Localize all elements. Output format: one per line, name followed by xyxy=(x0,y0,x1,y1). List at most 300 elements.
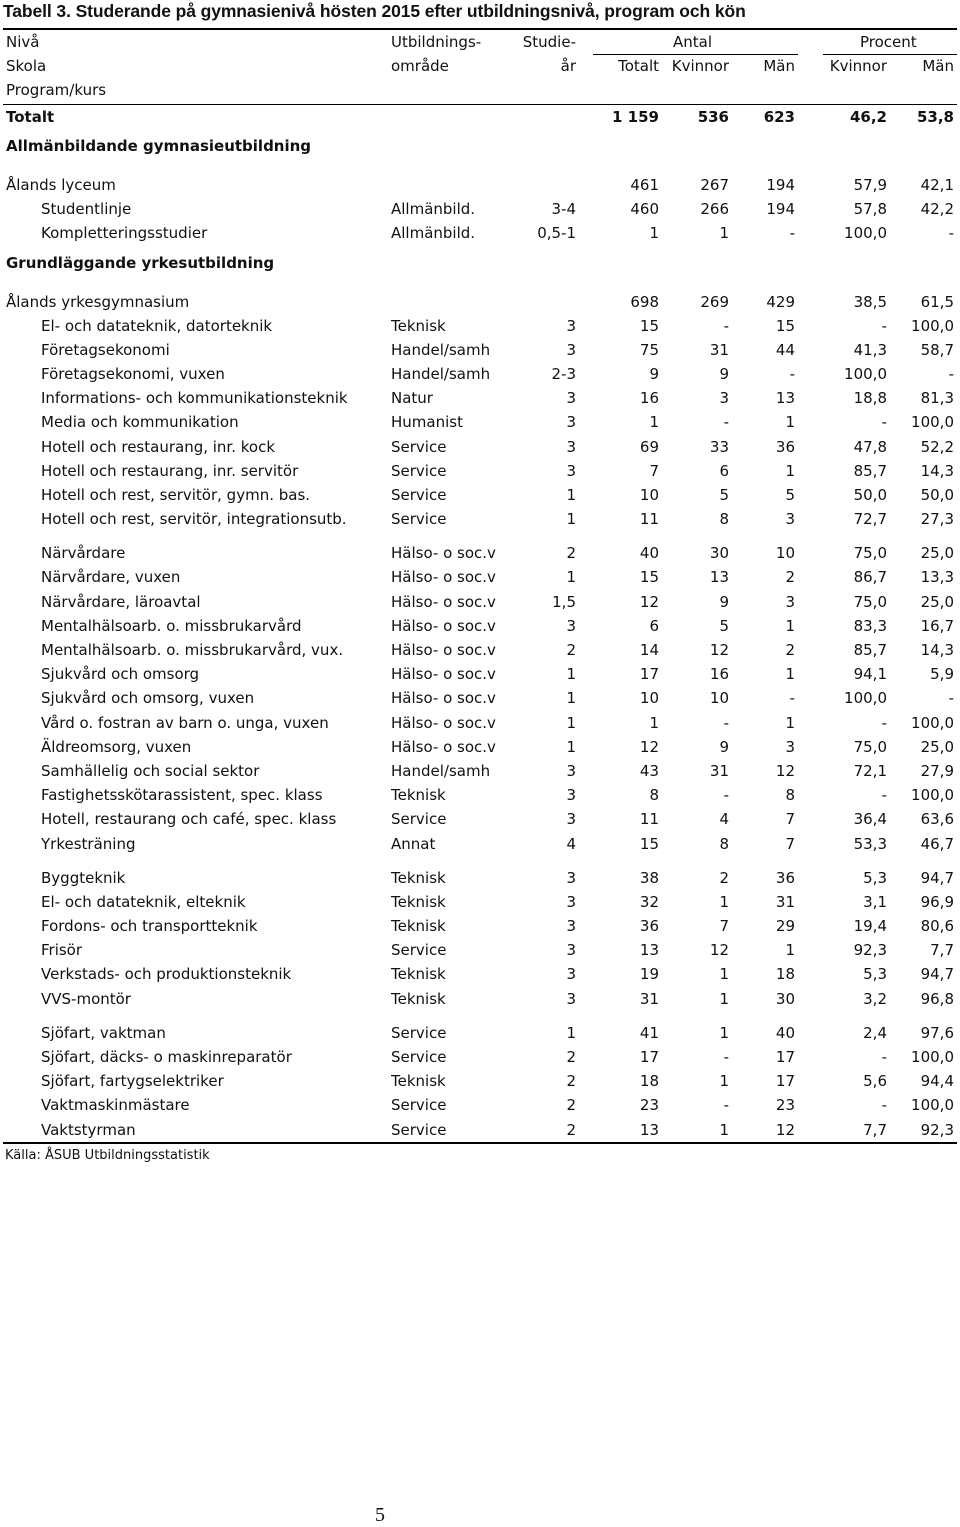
cell-studiear: 2 xyxy=(566,1096,576,1115)
cell-kvinnor: 9 xyxy=(719,592,729,611)
cell-procent-man: 5,9 xyxy=(930,665,954,684)
cell-man: 1 xyxy=(785,665,795,684)
table-row xyxy=(3,541,957,565)
cell-omrade: Hälso- o soc.v xyxy=(391,641,496,659)
cell-studiear: 1 xyxy=(566,568,576,587)
cell-man: 12 xyxy=(775,761,795,780)
cell-studiear: 3 xyxy=(566,941,576,960)
cell-omrade: Service xyxy=(391,485,447,504)
cell-kvinnor: 5 xyxy=(719,485,729,504)
cell-man: 36 xyxy=(775,437,795,456)
cell-procent-kvinnor: 47,8 xyxy=(853,437,887,456)
cell-totalt: 1 xyxy=(649,224,659,243)
cell-kvinnor: - xyxy=(723,316,729,335)
cell-studiear: 2 xyxy=(566,1072,576,1091)
cell-procent-kvinnor: 5,3 xyxy=(863,868,887,887)
cell-man: 17 xyxy=(775,1072,795,1091)
cell-omrade: Teknisk xyxy=(391,868,446,887)
table-row xyxy=(3,938,957,962)
total-row xyxy=(3,105,957,129)
cell-name: Sjukvård och omsorg, vuxen xyxy=(41,689,255,708)
cell-kvinnor: 1 xyxy=(719,989,729,1008)
cell-procent-kvinnor: 50,0 xyxy=(853,485,887,504)
row-spacer xyxy=(3,531,957,541)
header-procent-man: Män xyxy=(922,57,954,75)
cell-procent-kvinnor: 46,2 xyxy=(849,108,887,126)
table-row xyxy=(3,435,957,459)
cell-procent-kvinnor: 2,4 xyxy=(863,1023,887,1042)
cell-procent-kvinnor: 75,0 xyxy=(853,592,887,611)
cell-name: Fordons- och transportteknik xyxy=(41,917,258,936)
table-row xyxy=(3,1093,957,1117)
cell-procent-man: 100,0 xyxy=(911,1096,954,1115)
cell-totalt: 17 xyxy=(639,665,659,684)
cell-kvinnor: 269 xyxy=(700,292,729,311)
cell-procent-man: 96,9 xyxy=(920,892,954,911)
cell-omrade: Teknisk xyxy=(391,1072,446,1091)
cell-studiear: 3 xyxy=(566,786,576,805)
cell-omrade: Teknisk xyxy=(391,917,446,936)
statistics-table xyxy=(3,28,957,1144)
table-row xyxy=(3,759,957,783)
cell-name: Vård o. fostran av barn o. unga, vuxen xyxy=(41,713,329,732)
cell-name: VVS-montör xyxy=(41,989,131,1008)
cell-kvinnor: 16 xyxy=(709,665,729,684)
cell-omrade: Hälso- o soc.v xyxy=(391,568,496,587)
cell-omrade: Humanist xyxy=(391,413,463,432)
cell-man: 13 xyxy=(775,389,795,408)
cell-totalt: 11 xyxy=(639,810,659,829)
cell-procent-man: 7,7 xyxy=(930,941,954,960)
cell-totalt: 75 xyxy=(639,340,659,359)
cell-name: Totalt xyxy=(6,108,55,126)
cell-kvinnor: 4 xyxy=(719,810,729,829)
table-row xyxy=(3,1069,957,1093)
cell-omrade: Teknisk xyxy=(391,316,446,335)
cell-procent-man: 92,3 xyxy=(920,1120,954,1139)
cell-omrade: Service xyxy=(391,1048,447,1066)
header-antal-rule xyxy=(593,54,798,55)
cell-procent-man: - xyxy=(948,224,954,243)
cell-kvinnor: 8 xyxy=(719,834,729,853)
cell-omrade: Hälso- o soc.v xyxy=(391,737,496,756)
cell-procent-man: 58,7 xyxy=(920,340,954,359)
cell-name: Hotell, restaurang och café, spec. klass xyxy=(41,810,337,829)
cell-studiear: 3 xyxy=(566,868,576,887)
table-row xyxy=(3,507,957,531)
table-row xyxy=(3,590,957,614)
cell-procent-man: 13,3 xyxy=(920,568,954,587)
cell-totalt: 10 xyxy=(639,689,659,708)
cell-studiear: 3 xyxy=(566,616,576,635)
cell-procent-man: 100,0 xyxy=(911,713,954,732)
cell-man: 15 xyxy=(775,316,795,335)
cell-procent-kvinnor: 92,3 xyxy=(853,941,887,960)
school-row xyxy=(3,280,957,314)
cell-procent-man: 96,8 xyxy=(920,989,954,1008)
cell-name: Företagsekonomi xyxy=(41,340,170,359)
cell-procent-man: 14,3 xyxy=(920,461,954,480)
cell-kvinnor: 5 xyxy=(719,616,729,635)
table-row xyxy=(3,1021,957,1045)
cell-procent-man: 94,7 xyxy=(920,965,954,984)
cell-procent-man: 42,1 xyxy=(920,176,954,195)
table-row xyxy=(3,962,957,986)
header-studie-line1: Studie- xyxy=(522,33,576,51)
cell-procent-kvinnor: 85,7 xyxy=(853,461,887,480)
cell-omrade: Hälso- o soc.v xyxy=(391,544,496,563)
table-row xyxy=(3,638,957,662)
header-omrade-line1: Utbildnings- xyxy=(391,33,482,51)
cell-procent-man: 27,9 xyxy=(920,761,954,780)
cell-man: - xyxy=(789,689,795,708)
cell-totalt: 11 xyxy=(639,510,659,529)
table-row xyxy=(3,338,957,362)
cell-totalt: 16 xyxy=(639,389,659,408)
cell-kvinnor: 33 xyxy=(709,437,729,456)
cell-procent-kvinnor: 5,6 xyxy=(863,1072,887,1091)
cell-man: 29 xyxy=(775,917,795,936)
cell-omrade: Teknisk xyxy=(391,965,446,984)
cell-totalt: 460 xyxy=(630,200,659,219)
table-row xyxy=(3,410,957,434)
cell-man: 3 xyxy=(785,737,795,756)
cell-kvinnor: 266 xyxy=(700,200,729,219)
cell-name: Mentalhälsoarb. o. missbrukarvård, vux. xyxy=(41,641,344,659)
cell-totalt: 698 xyxy=(630,292,659,311)
cell-studiear: 3 xyxy=(566,389,576,408)
cell-kvinnor: - xyxy=(723,1048,729,1066)
cell-procent-man: 14,3 xyxy=(920,641,954,659)
cell-omrade: Handel/samh xyxy=(391,340,491,359)
cell-studiear: 3 xyxy=(566,761,576,780)
cell-totalt: 461 xyxy=(630,176,659,195)
cell-procent-kvinnor: - xyxy=(881,1096,887,1115)
cell-studiear: 0,5-1 xyxy=(537,224,576,243)
header-procent-rule xyxy=(823,54,957,55)
cell-omrade: Service xyxy=(391,941,447,960)
cell-procent-kvinnor: 19,4 xyxy=(853,917,887,936)
cell-name: Ålands yrkesgymnasium xyxy=(6,292,190,311)
table-row xyxy=(3,711,957,735)
cell-name: Allmänbildande gymnasieutbildning xyxy=(6,137,312,156)
cell-name: Media och kommunikation xyxy=(41,413,239,432)
cell-omrade: Service xyxy=(391,510,447,529)
cell-procent-man: 16,7 xyxy=(920,616,954,635)
cell-totalt: 15 xyxy=(639,568,659,587)
school-row xyxy=(3,163,957,197)
cell-omrade: Annat xyxy=(391,834,436,853)
cell-procent-kvinnor: 85,7 xyxy=(853,641,887,659)
cell-man: 7 xyxy=(785,834,795,853)
cell-name: Samhällelig och social sektor xyxy=(41,761,260,780)
cell-man: 3 xyxy=(785,510,795,529)
cell-omrade: Service xyxy=(391,437,447,456)
cell-kvinnor: 267 xyxy=(700,176,729,195)
cell-kvinnor: - xyxy=(723,413,729,432)
table-row xyxy=(3,686,957,710)
cell-procent-kvinnor: 57,8 xyxy=(853,200,887,219)
cell-procent-man: 25,0 xyxy=(920,544,954,563)
header-totalt: Totalt xyxy=(618,57,659,75)
cell-omrade: Hälso- o soc.v xyxy=(391,689,496,708)
cell-man: 2 xyxy=(785,568,795,587)
cell-kvinnor: 13 xyxy=(709,568,729,587)
cell-kvinnor: 31 xyxy=(709,340,729,359)
cell-procent-man: - xyxy=(948,689,954,708)
cell-name: Vaktmaskinmästare xyxy=(41,1096,190,1115)
cell-omrade: Hälso- o soc.v xyxy=(391,592,496,611)
cell-man: 12 xyxy=(775,1120,795,1139)
header-man: Män xyxy=(763,57,795,75)
cell-man: - xyxy=(789,224,795,243)
cell-procent-kvinnor: 41,3 xyxy=(853,340,887,359)
cell-man: 1 xyxy=(785,941,795,960)
cell-procent-kvinnor: 86,7 xyxy=(853,568,887,587)
cell-procent-kvinnor: 75,0 xyxy=(853,544,887,563)
cell-totalt: 43 xyxy=(639,761,659,780)
cell-procent-kvinnor: 38,5 xyxy=(853,292,887,311)
table-row xyxy=(3,197,957,221)
cell-procent-kvinnor: 7,7 xyxy=(863,1120,887,1139)
cell-studiear: 3 xyxy=(566,340,576,359)
cell-man: 40 xyxy=(775,1023,795,1042)
table-row xyxy=(3,1118,957,1142)
cell-omrade: Teknisk xyxy=(391,786,446,805)
cell-name: Företagsekonomi, vuxen xyxy=(41,364,225,383)
section-heading-row xyxy=(3,246,957,280)
cell-studiear: 2 xyxy=(566,1120,576,1139)
cell-procent-kvinnor: - xyxy=(881,413,887,432)
cell-totalt: 10 xyxy=(639,485,659,504)
header-program: Program/kurs xyxy=(6,81,107,99)
cell-man: 1 xyxy=(785,413,795,432)
cell-man: 2 xyxy=(785,641,795,659)
cell-procent-kvinnor: 57,9 xyxy=(853,176,887,195)
cell-man: 44 xyxy=(775,340,795,359)
cell-procent-kvinnor: 72,1 xyxy=(853,761,887,780)
cell-name: Vaktstyrman xyxy=(41,1120,136,1139)
cell-studiear: 2 xyxy=(566,1048,576,1066)
cell-man: 1 xyxy=(785,616,795,635)
cell-procent-kvinnor: - xyxy=(881,786,887,805)
table-row xyxy=(3,890,957,914)
cell-studiear: 1 xyxy=(566,1023,576,1042)
cell-totalt: 8 xyxy=(649,786,659,805)
cell-kvinnor: 2 xyxy=(719,868,729,887)
table-header xyxy=(3,30,957,105)
cell-man: 23 xyxy=(775,1096,795,1115)
cell-name: Närvårdare xyxy=(41,544,126,563)
cell-procent-man: 27,3 xyxy=(920,510,954,529)
cell-totalt: 14 xyxy=(639,641,659,659)
cell-name: Grundläggande yrkesutbildning xyxy=(6,253,275,272)
table-row xyxy=(3,565,957,589)
header-kvinnor: Kvinnor xyxy=(671,57,729,75)
cell-kvinnor: 10 xyxy=(709,689,729,708)
cell-man: 31 xyxy=(775,892,795,911)
cell-man: 3 xyxy=(785,592,795,611)
table-row xyxy=(3,735,957,759)
cell-omrade: Service xyxy=(391,1120,447,1139)
cell-procent-kvinnor: - xyxy=(881,1048,887,1066)
cell-name: Sjöfart, vaktman xyxy=(41,1023,166,1042)
cell-kvinnor: 8 xyxy=(719,510,729,529)
table-row xyxy=(3,866,957,890)
cell-procent-kvinnor: 94,1 xyxy=(853,665,887,684)
cell-procent-man: 100,0 xyxy=(911,786,954,805)
cell-man: 1 xyxy=(785,461,795,480)
table-body xyxy=(3,105,957,1142)
header-antal: Antal xyxy=(673,33,713,51)
cell-omrade: Hälso- o soc.v xyxy=(391,616,496,635)
cell-name: Yrkesträning xyxy=(41,834,136,853)
header-skola: Skola xyxy=(6,57,47,75)
cell-name: Sjöfart, fartygselektriker xyxy=(41,1072,224,1091)
cell-procent-kvinnor: 75,0 xyxy=(853,737,887,756)
cell-studiear: 3 xyxy=(566,316,576,335)
row-spacer xyxy=(3,1011,957,1021)
cell-totalt: 41 xyxy=(639,1023,659,1042)
cell-kvinnor: 1 xyxy=(719,1072,729,1091)
cell-procent-man: 50,0 xyxy=(920,485,954,504)
cell-kvinnor: 7 xyxy=(719,917,729,936)
cell-procent-man: 53,8 xyxy=(916,108,954,126)
cell-name: Ålands lyceum xyxy=(6,176,116,195)
cell-totalt: 1 159 xyxy=(612,108,659,126)
cell-procent-kvinnor: 18,8 xyxy=(853,389,887,408)
cell-totalt: 6 xyxy=(649,616,659,635)
cell-totalt: 7 xyxy=(649,461,659,480)
cell-man: 194 xyxy=(766,176,795,195)
cell-studiear: 1 xyxy=(566,737,576,756)
cell-studiear: 1 xyxy=(566,713,576,732)
cell-man: 194 xyxy=(766,200,795,219)
cell-procent-kvinnor: 5,3 xyxy=(863,965,887,984)
cell-man: 1 xyxy=(785,713,795,732)
cell-omrade: Service xyxy=(391,1096,447,1115)
table-row xyxy=(3,914,957,938)
cell-omrade: Service xyxy=(391,810,447,829)
cell-procent-man: 97,6 xyxy=(920,1023,954,1042)
cell-procent-man: 100,0 xyxy=(911,316,954,335)
cell-totalt: 31 xyxy=(639,989,659,1008)
cell-kvinnor: 31 xyxy=(709,761,729,780)
header-niva: Nivå xyxy=(6,33,40,51)
table-row xyxy=(3,1045,957,1069)
cell-name: Sjöfart, däcks- o maskinreparatör xyxy=(41,1048,292,1066)
cell-name: Informations- och kommunikationsteknik xyxy=(41,389,348,408)
table-row xyxy=(3,386,957,410)
table-row xyxy=(3,987,957,1011)
cell-name: Kompletteringsstudier xyxy=(41,224,208,243)
cell-kvinnor: 30 xyxy=(709,544,729,563)
cell-kvinnor: 12 xyxy=(709,641,729,659)
section-heading-row xyxy=(3,129,957,163)
cell-studiear: 2 xyxy=(566,641,576,659)
cell-omrade: Handel/samh xyxy=(391,761,491,780)
cell-studiear: 3 xyxy=(566,437,576,456)
cell-kvinnor: - xyxy=(723,786,729,805)
cell-studiear: 3 xyxy=(566,989,576,1008)
cell-kvinnor: - xyxy=(723,713,729,732)
table-row xyxy=(3,807,957,831)
cell-studiear: 3 xyxy=(566,461,576,480)
cell-studiear: 4 xyxy=(566,834,576,853)
cell-procent-kvinnor: 100,0 xyxy=(844,364,887,383)
header-studie-line2: år xyxy=(560,57,576,75)
cell-procent-man: 46,7 xyxy=(920,834,954,853)
cell-name: Hotell och rest, servitör, gymn. bas. xyxy=(41,485,311,504)
cell-kvinnor: 1 xyxy=(719,224,729,243)
cell-totalt: 18 xyxy=(639,1072,659,1091)
cell-kvinnor: 1 xyxy=(719,1023,729,1042)
table-title: Tabell 3. Studerande på gymnasienivå hösten 2015 efter utbildningsnivå, program och kön xyxy=(3,1,746,21)
cell-man: 623 xyxy=(763,108,795,126)
cell-omrade: Hälso- o soc.v xyxy=(391,713,496,732)
cell-man: 17 xyxy=(775,1048,795,1066)
table-row xyxy=(3,221,957,245)
cell-totalt: 23 xyxy=(639,1096,659,1115)
cell-man: 8 xyxy=(785,786,795,805)
cell-name: Studentlinje xyxy=(41,200,132,219)
cell-procent-kvinnor: 36,4 xyxy=(853,810,887,829)
cell-name: El- och datateknik, elteknik xyxy=(41,892,246,911)
cell-totalt: 40 xyxy=(639,544,659,563)
cell-procent-man: 25,0 xyxy=(920,592,954,611)
cell-studiear: 1 xyxy=(566,665,576,684)
cell-procent-kvinnor: 3,1 xyxy=(863,892,887,911)
cell-totalt: 19 xyxy=(639,965,659,984)
cell-omrade: Allmänbild. xyxy=(391,200,476,219)
header-omrade-line2: område xyxy=(391,57,449,75)
table-row xyxy=(3,614,957,638)
row-spacer xyxy=(3,856,957,866)
cell-man: 10 xyxy=(775,544,795,563)
cell-kvinnor: 1 xyxy=(719,1120,729,1139)
cell-totalt: 38 xyxy=(639,868,659,887)
cell-man: 429 xyxy=(766,292,795,311)
cell-totalt: 32 xyxy=(639,892,659,911)
cell-totalt: 12 xyxy=(639,592,659,611)
cell-procent-man: 52,2 xyxy=(920,437,954,456)
cell-omrade: Service xyxy=(391,1023,447,1042)
cell-studiear: 3 xyxy=(566,965,576,984)
cell-kvinnor: 1 xyxy=(719,892,729,911)
cell-procent-kvinnor: 53,3 xyxy=(853,834,887,853)
cell-omrade: Teknisk xyxy=(391,989,446,1008)
cell-totalt: 13 xyxy=(639,941,659,960)
table-row xyxy=(3,459,957,483)
cell-procent-man: 81,3 xyxy=(920,389,954,408)
cell-man: 5 xyxy=(785,485,795,504)
cell-totalt: 15 xyxy=(639,834,659,853)
cell-studiear: 3 xyxy=(566,917,576,936)
page-number: 5 xyxy=(375,1504,385,1526)
cell-man: 18 xyxy=(775,965,795,984)
cell-name: Byggteknik xyxy=(41,868,126,887)
cell-procent-kvinnor: 3,2 xyxy=(863,989,887,1008)
cell-name: Hotell och restaurang, inr. kock xyxy=(41,437,276,456)
cell-procent-man: 80,6 xyxy=(920,917,954,936)
cell-procent-kvinnor: 83,3 xyxy=(853,616,887,635)
cell-kvinnor: 536 xyxy=(697,108,729,126)
cell-procent-kvinnor: - xyxy=(881,316,887,335)
cell-procent-kvinnor: 72,7 xyxy=(853,510,887,529)
cell-name: Äldreomsorg, vuxen xyxy=(41,737,192,756)
cell-kvinnor: 9 xyxy=(719,364,729,383)
header-procent: Procent xyxy=(860,33,917,51)
